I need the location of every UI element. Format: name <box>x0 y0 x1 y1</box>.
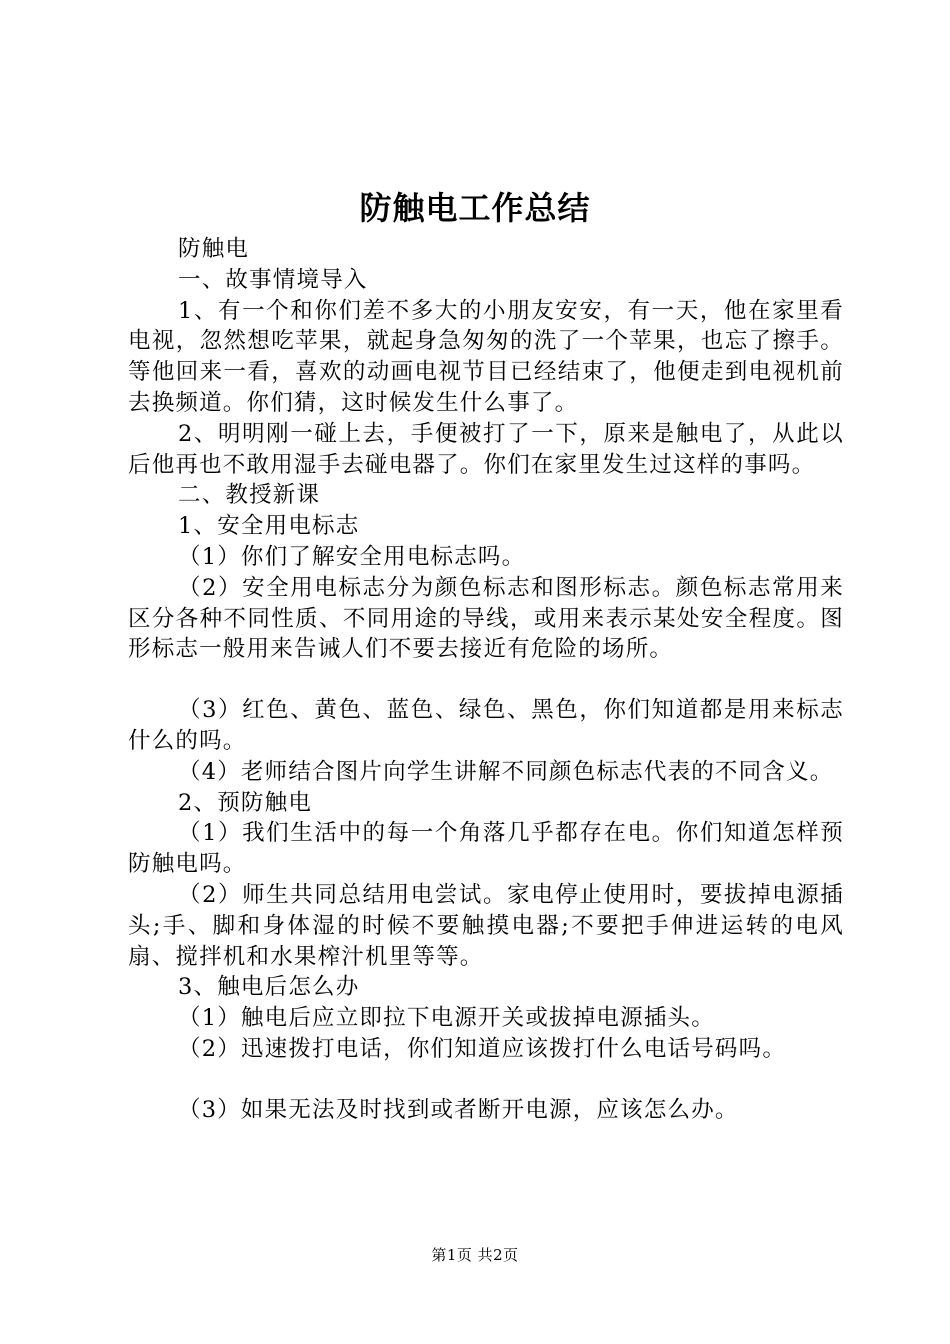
subsection-heading-3: 3、触电后怎么办 <box>178 974 360 1001</box>
subsection-heading-1: 1、安全用电标志 <box>178 513 360 540</box>
list-item: （1）你们了解安全用电标志吗。 <box>178 543 526 570</box>
section-heading-2: 二、教授新课 <box>178 482 321 509</box>
list-item: （1）触电后应立即拉下电源开关或拔掉电源插头。 <box>178 1005 715 1032</box>
list-item: （2）安全用电标志分为颜色标志和图形标志。颜色标志常用来区分各种不同性质、不同用途的导线，或用来表示某处安全程度。图形标志一般用来告诫人们不要去接近有危险的场所。 <box>128 574 844 663</box>
page-footer: 第1页 共2页 <box>431 1246 519 1264</box>
list-item: （4）老师结合图片向学生讲解不同颜色标志代表的不同含义。 <box>178 758 834 785</box>
list-item: （1）我们生活中的每一个角落几乎都存在电。你们知道怎样预防触电吗。 <box>128 820 844 878</box>
list-item: （2）师生共同总结用电尝试。家电停止使用时，要拔掉电源插头;手、脚和身体湿的时候不要触摸电器;不要把手伸进运转的电风扇、搅拌机和水果榨汁机里等等。 <box>128 881 844 970</box>
paragraph-story-1: 1、有一个和你们差不多大的小朋友安安，有一天，他在家里看电视，忽然想吃苹果，就起身急匆匆的洗了一个苹果，也忘了擦手。等他回来一看，喜欢的动画电视节目已经结束了，他便走到电视机前去换频道。你们猜，这时候发生什么事了。 <box>128 297 844 416</box>
paragraph-story-2: 2、明明刚一碰上去，手便被打了一下，原来是触电了，从此以后他再也不敢用湿手去碰电器了。你们在家里发生过这样的事吗。 <box>128 420 844 478</box>
subsection-heading-2: 2、预防触电 <box>178 789 313 816</box>
paragraph-subtitle: 防触电 <box>178 236 250 262</box>
list-item: （3）红色、黄色、蓝色、绿色、黑色，你们知道都是用来标志什么的吗。 <box>128 697 844 754</box>
document-title: 防触电工作总结 <box>359 189 591 227</box>
document-body <box>128 234 844 1126</box>
list-item: （2）迅速拨打电话，你们知道应该拨打什么电话号码吗。 <box>178 1035 787 1062</box>
list-item: （3）如果无法及时找到或者断开电源，应该怎么办。 <box>178 1096 739 1123</box>
section-heading-1: 一、故事情境导入 <box>178 266 368 293</box>
